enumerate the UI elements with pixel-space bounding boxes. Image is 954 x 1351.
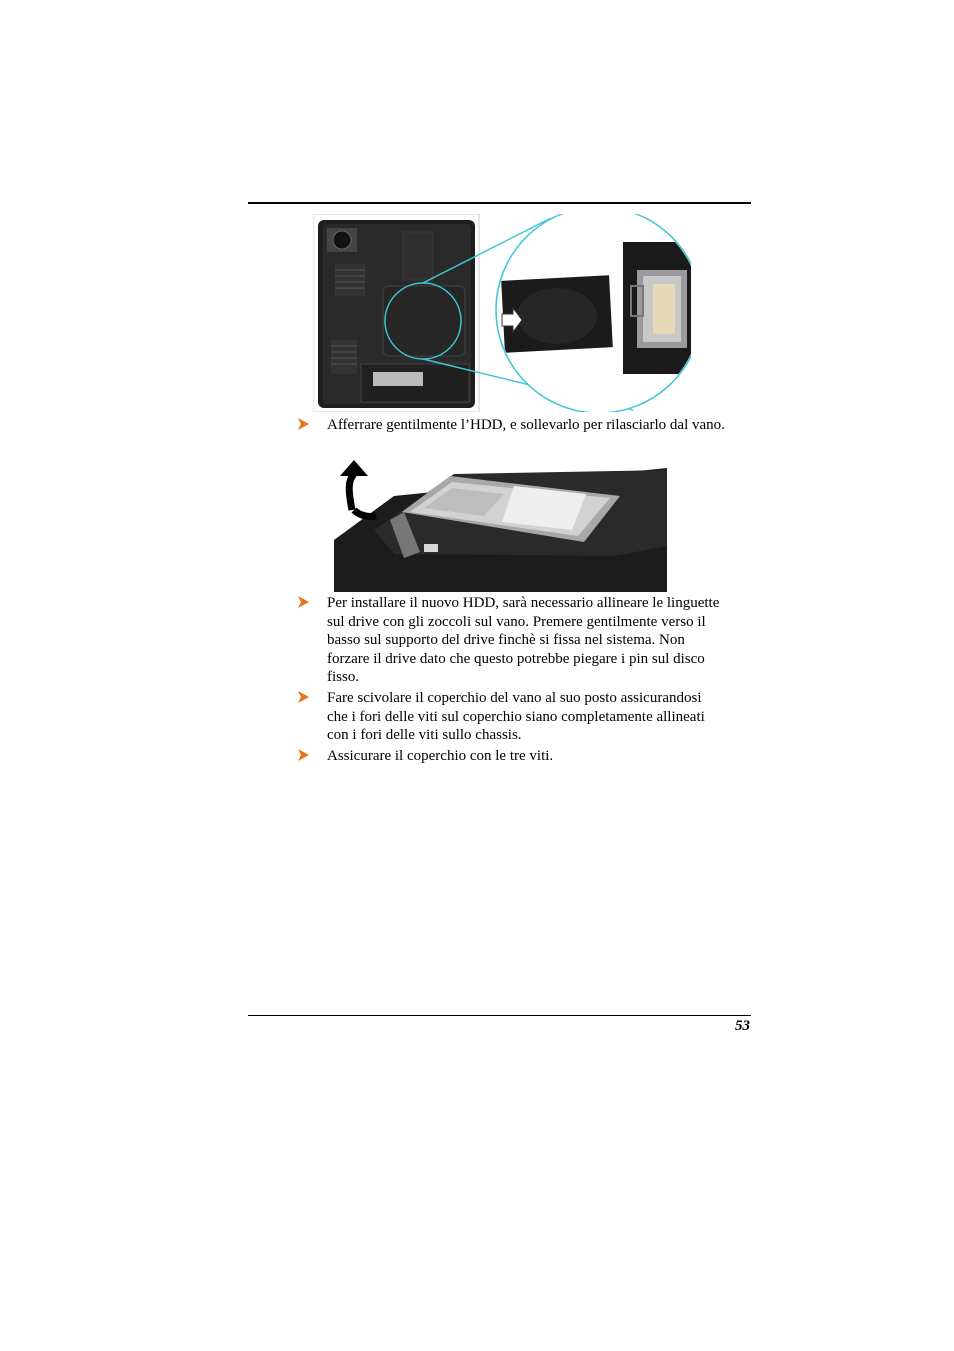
list-item: [296, 747, 754, 766]
footer-rule: [248, 1015, 751, 1016]
arrow-bullet-icon: [296, 417, 310, 431]
laptop-bottom-figure: [313, 214, 691, 412]
bullet-text: Fare scivolare il coperchio del vano al suo posto assicurandosi che i fori delle viti sul coperchio siano completamente allineati con i fori delle viti sullo chassis.: [327, 690, 705, 743]
arrow-bullet-icon: [296, 748, 310, 762]
bullet-text: Afferrare gentilmente l’HDD, e sollevarlo per rilasciarlo dal vano.: [327, 417, 725, 433]
list-item: [296, 594, 754, 687]
arrow-bullet-icon: [296, 595, 310, 609]
bullet-text: Per installare il nuovo HDD, sarà necessario allineare le linguette sul drive con gli zoccoli sul vano. Premere gentilmente verso il basso sul supporto del drive finchè si fissa nel sistema. Non forzare il drive dato che questo potrebbe piegare i pin sul disco fisso.: [327, 595, 720, 685]
hdd-lift-figure: [334, 460, 667, 592]
list-item: [296, 416, 754, 435]
page-number: 53: [735, 1018, 750, 1034]
bullet-text: Assicurare il coperchio con le tre viti.: [327, 748, 554, 764]
header-rule: [248, 202, 751, 204]
list-item: [296, 689, 754, 745]
arrow-bullet-icon: [296, 690, 310, 704]
